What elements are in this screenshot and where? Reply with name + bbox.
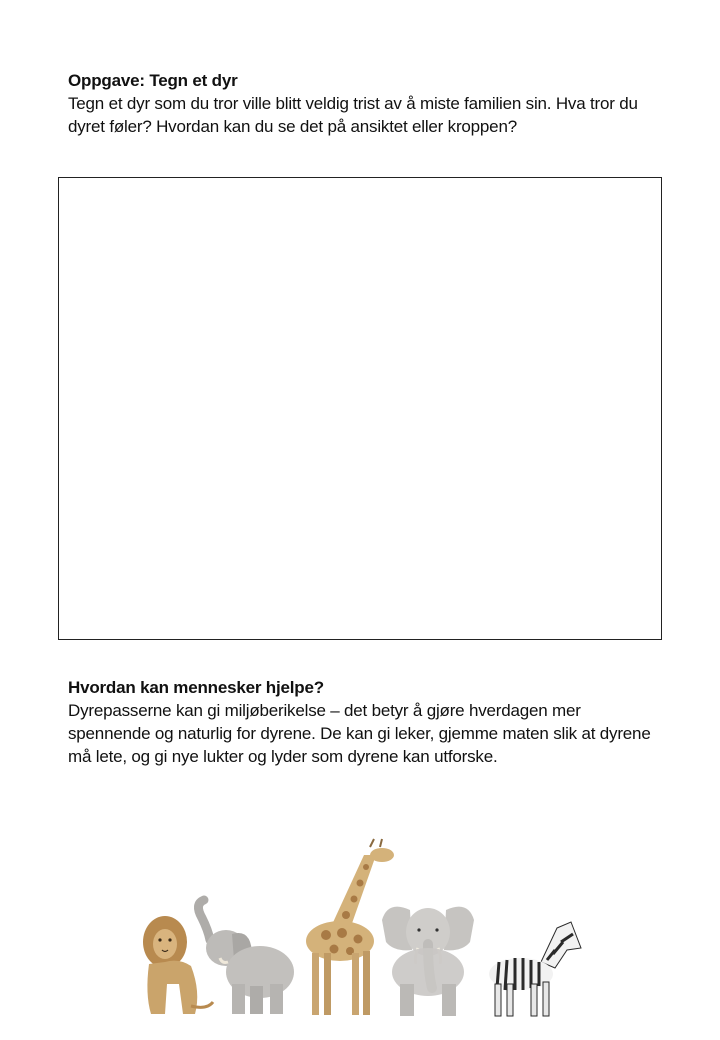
task-section [68,70,658,138]
elephant-trunk-up-icon [190,894,300,1018]
help-text: Dyrepasserne kan gi miljøberikelse – det betyr å gjøre hverdagen mer spennende og naturlig for dyrene. De kan gi leker, gjemme maten slik at dyrene må lete, og gi nye lukter og lyder som dyrene kan utforske. [68,701,651,766]
animal-illustration [130,832,600,1022]
task-text: Tegn et dyr som du tror ville blitt veldig trist av å miste familien sin. Hva tror du dyret føler? Hvordan kan du se det på ansiktet eller kroppen? [68,94,638,136]
drawing-area[interactable] [58,177,662,640]
help-title: Hvordan kan mennesker hjelpe? [68,678,324,697]
zebra-icon [485,920,585,1018]
task-title: Oppgave: Tegn et dyr [68,71,238,90]
help-section [68,677,658,768]
elephant-icon [378,900,478,1018]
